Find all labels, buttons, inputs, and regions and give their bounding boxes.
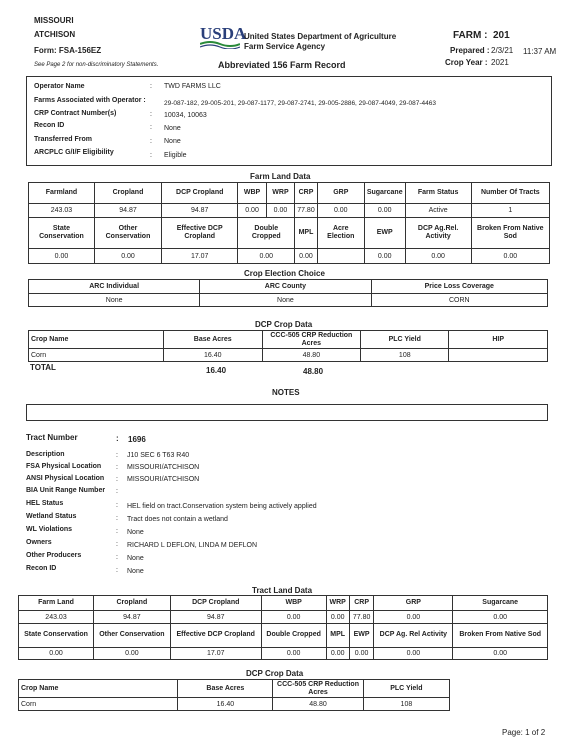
table-cell: 94.87 <box>162 203 238 218</box>
operator-name-label: Operator Name <box>34 83 85 90</box>
col-header: Double Cropped <box>261 623 326 647</box>
table-cell: 94.87 <box>94 203 161 218</box>
table-cell: 0.00 <box>326 611 349 623</box>
table-cell: 48.80 <box>273 698 364 711</box>
fsa-location-value: MISSOURI/ATCHISON <box>127 464 200 471</box>
arcplc-value: Eligible <box>164 152 187 159</box>
table-cell: 17.07 <box>170 647 261 659</box>
tract-land-title: Tract Land Data <box>252 586 313 595</box>
col-header: HIP <box>449 331 548 349</box>
disclaimer-text: See Page 2 for non-discriminatory Statements. <box>34 62 159 68</box>
table-cell: 0.00 <box>261 647 326 659</box>
colon: : <box>116 488 118 495</box>
col-header: MPL <box>326 623 349 647</box>
table-cell: 77.80 <box>349 611 374 623</box>
tract-dcp-title: DCP Crop Data <box>246 669 304 678</box>
table-cell: 0.00 <box>374 611 453 623</box>
tract-land-table <box>18 595 548 660</box>
farm-land-title: Farm Land Data <box>250 172 311 181</box>
col-header: Effective DCP Cropland <box>162 218 238 249</box>
col-header: Other Conservation <box>94 623 171 647</box>
col-header: Base Acres <box>178 680 273 698</box>
colon: : <box>116 434 119 443</box>
col-header: GRP <box>374 596 453 611</box>
total-label: TOTAL <box>30 363 56 372</box>
col-header: Effective DCP Cropland <box>170 623 261 647</box>
table-cell: 0.00 <box>364 203 405 218</box>
wl-violations-label: WL Violations <box>26 526 73 533</box>
table-cell: 48.80 <box>262 349 361 362</box>
tract-recon-id-value: None <box>127 568 144 575</box>
table-cell: 17.07 <box>162 249 238 264</box>
table-cell: None <box>200 294 371 307</box>
col-header: DCP Ag.Rel. Activity <box>405 218 471 249</box>
owners-value: RICHARD L DEFLON, LINDA M DEFLON <box>127 542 258 549</box>
colon: : <box>116 502 118 509</box>
colon: : <box>116 476 118 483</box>
col-header: EWP <box>349 623 374 647</box>
crop-election-title: Crop Election Choice <box>244 269 325 278</box>
table-cell: 0.00 <box>266 203 294 218</box>
table-cell: 0.00 <box>326 647 349 659</box>
col-header: ARC Individual <box>29 280 200 294</box>
table-cell: 0.00 <box>261 611 326 623</box>
colon: : <box>150 83 152 90</box>
col-header: WRP <box>326 596 349 611</box>
col-header: Number Of Tracts <box>471 183 549 204</box>
table-cell: 77.80 <box>295 203 318 218</box>
table-cell: 243.03 <box>19 611 94 623</box>
col-header: PLC Yield <box>363 680 449 698</box>
usda-logo-icon <box>200 24 247 48</box>
table-cell: 0.00 <box>471 249 549 264</box>
page-number: Page: 1 of 2 <box>502 728 546 737</box>
table-cell: 0.00 <box>94 647 171 659</box>
table-cell: 108 <box>363 698 449 711</box>
table-cell: 0.00 <box>19 647 94 659</box>
prepared-date: 2/3/21 <box>491 46 514 55</box>
hel-status-value: HEL field on tract.Conservation system being actively applied <box>127 503 317 510</box>
table-cell: Active <box>405 203 471 218</box>
colon: : <box>116 464 118 471</box>
ansi-location-value: MISSOURI/ATCHISON <box>127 476 200 483</box>
table-cell: 0.00 <box>29 249 95 264</box>
colon: : <box>116 515 118 522</box>
wl-violations-value: None <box>127 529 144 536</box>
table-cell: 0.00 <box>453 611 548 623</box>
col-header: Sugarcane <box>453 596 548 611</box>
col-header: PLC Yield <box>361 331 449 349</box>
wetland-status-label: Wetland Status <box>26 513 77 520</box>
table-cell: 16.40 <box>163 349 262 362</box>
crop-year: 2021 <box>491 58 509 67</box>
crp-contract-value: 10034, 10063 <box>164 112 207 119</box>
county-name: ATCHISON <box>34 30 76 39</box>
col-header: GRP <box>317 183 364 204</box>
colon: : <box>116 554 118 561</box>
other-producers-value: None <box>127 555 144 562</box>
state-name: MISSOURI <box>34 16 74 25</box>
description-value: J10 SEC 6 T63 R40 <box>127 452 190 459</box>
fsa-location-label: FSA Physical Location <box>26 463 102 470</box>
col-header: DCP Cropland <box>170 596 261 611</box>
colon: : <box>116 541 118 548</box>
agency-line1: United States Department of Agriculture <box>244 32 397 41</box>
transferred-from-value: None <box>164 138 181 145</box>
table-cell: 94.87 <box>170 611 261 623</box>
dcp-crop-table <box>28 330 548 362</box>
col-header: Farmland <box>29 183 95 204</box>
table-cell: 0.00 <box>238 249 295 264</box>
table-cell: Corn <box>19 698 178 711</box>
farms-associated-value: 29-087-182, 29-005-201, 29-087-1177, 29-087-2741, 29-005-2886, 29-087-4049, 29-087-4463 <box>164 100 437 107</box>
operator-name-value: TWD FARMS LLC <box>164 83 221 90</box>
table-cell: 94.87 <box>94 611 171 623</box>
form-id: Form: FSA-156EZ <box>34 46 102 55</box>
col-header: ARC County <box>200 280 371 294</box>
arcplc-label: ARCPLC G/I/F Eligibility <box>34 149 114 156</box>
description-label: Description <box>26 451 65 458</box>
tract-dcp-table <box>18 679 450 711</box>
col-header: Farm Status <box>405 183 471 204</box>
col-header: Broken From Native Sod <box>453 623 548 647</box>
colon: : <box>116 528 118 535</box>
table-cell: 0.00 <box>295 249 318 264</box>
colon: : <box>150 124 152 131</box>
table-cell: 0.00 <box>453 647 548 659</box>
col-header: State Conservation <box>29 218 95 249</box>
table-cell: 0.00 <box>374 647 453 659</box>
table-cell: 1 <box>471 203 549 218</box>
table-cell: None <box>29 294 200 307</box>
farm-land-table <box>28 182 550 264</box>
tract-number-label: Tract Number <box>26 433 78 442</box>
col-header: Crop Name <box>19 680 178 698</box>
table-cell: 0.00 <box>364 249 405 264</box>
col-header: WBP <box>261 596 326 611</box>
farm-number: 201 <box>493 30 510 41</box>
col-header: Double Cropped <box>238 218 295 249</box>
recon-id-label: Recon ID <box>34 122 65 129</box>
transferred-from-label: Transferred From <box>34 136 92 143</box>
col-header: WBP <box>238 183 266 204</box>
bia-unit-label: BIA Unit Range Number <box>26 487 106 494</box>
colon: : <box>150 138 152 145</box>
col-header: Base Acres <box>163 331 262 349</box>
col-header: State Conservation <box>19 623 94 647</box>
farm-label: FARM : <box>453 30 488 41</box>
recon-id-value: None <box>164 125 181 132</box>
table-cell: 0.00 <box>238 203 266 218</box>
notes-title: NOTES <box>272 388 300 397</box>
col-header: CCC-505 CRP Reduction Acres <box>262 331 361 349</box>
prepared-time: 11:37 AM <box>523 47 557 56</box>
colon: : <box>116 567 118 574</box>
owners-label: Owners <box>26 539 52 546</box>
table-cell: 0.00 <box>317 203 364 218</box>
table-cell: 0.00 <box>405 249 471 264</box>
tract-recon-id-label: Recon ID <box>26 565 57 572</box>
total-ccc-acres: 48.80 <box>303 367 324 376</box>
other-producers-label: Other Producers <box>26 552 82 559</box>
table-cell: CORN <box>371 294 547 307</box>
col-header: Acre Election <box>317 218 364 249</box>
crop-year-label: Crop Year : <box>445 58 488 67</box>
col-header: Price Loss Coverage <box>371 280 547 294</box>
wetland-status-value: Tract does not contain a wetland <box>127 516 228 523</box>
col-header: Other Conservation <box>94 218 161 249</box>
col-header: EWP <box>364 218 405 249</box>
col-header: Crop Name <box>29 331 164 349</box>
col-header: CRP <box>295 183 318 204</box>
table-cell: 108 <box>361 349 449 362</box>
table-cell: 16.40 <box>178 698 273 711</box>
tract-number-value: 1696 <box>128 435 146 444</box>
col-header: Broken From Native Sod <box>471 218 549 249</box>
table-cell: 0.00 <box>349 647 374 659</box>
col-header: DCP Ag. Rel Activity <box>374 623 453 647</box>
col-header: CCC-505 CRP Reduction Acres <box>273 680 364 698</box>
total-base-acres: 16.40 <box>206 366 227 375</box>
col-header: Farm Land <box>19 596 94 611</box>
col-header: Sugarcane <box>364 183 405 204</box>
table-cell <box>317 249 364 264</box>
logo-text: USDA <box>200 24 247 43</box>
table-cell: Corn <box>29 349 164 362</box>
farms-associated-label: Farms Associated with Operator : <box>34 97 146 104</box>
colon: : <box>150 152 152 159</box>
colon: : <box>116 452 118 459</box>
crop-election-table <box>28 279 548 307</box>
col-header: MPL <box>295 218 318 249</box>
col-header: CRP <box>349 596 374 611</box>
record-title: Abbreviated 156 Farm Record <box>218 60 346 70</box>
colon: : <box>150 111 152 118</box>
prepared-label: Prepared : <box>450 46 490 55</box>
crp-contract-label: CRP Contract Number(s) <box>34 110 117 117</box>
col-header: Cropland <box>94 183 161 204</box>
notes-box <box>26 404 548 421</box>
dcp-crop-title: DCP Crop Data <box>255 320 313 329</box>
hel-status-label: HEL Status <box>26 500 64 507</box>
col-header: Cropland <box>94 596 171 611</box>
table-cell: 0.00 <box>94 249 161 264</box>
ansi-location-label: ANSI Physical Location <box>26 475 105 482</box>
col-header: WRP <box>266 183 294 204</box>
table-cell <box>449 349 548 362</box>
agency-line2: Farm Service Agency <box>244 42 326 51</box>
col-header: DCP Cropland <box>162 183 238 204</box>
table-cell: 243.03 <box>29 203 95 218</box>
